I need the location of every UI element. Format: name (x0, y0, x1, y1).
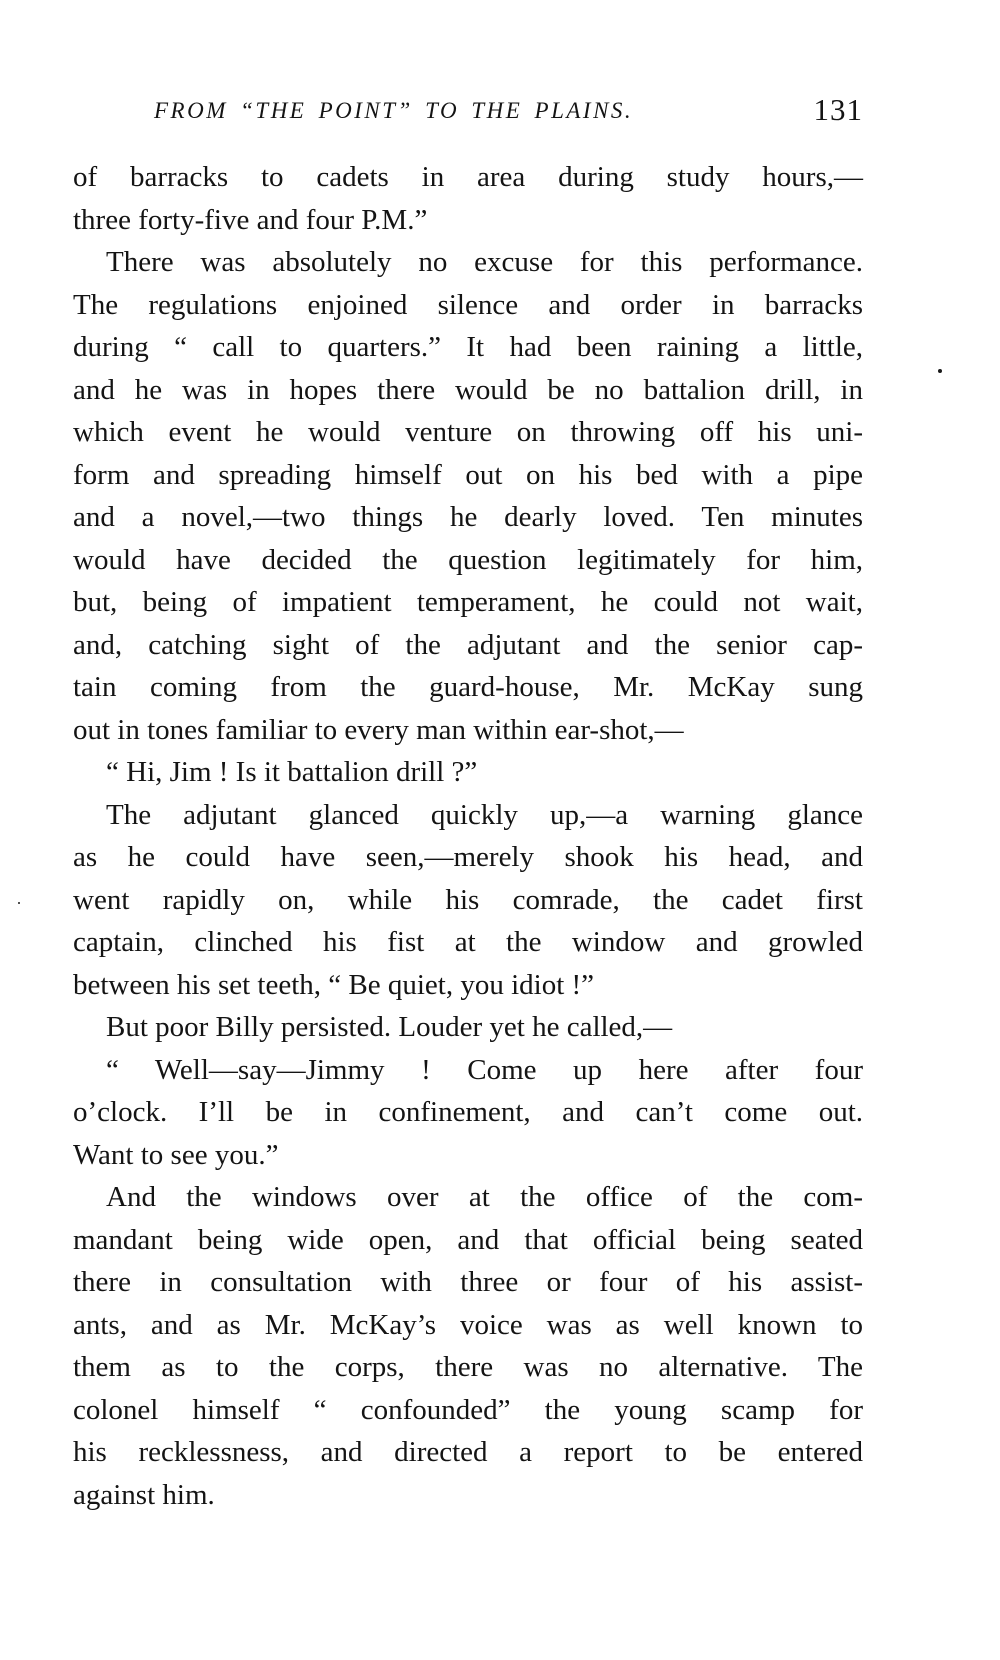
text-line: “ Well—say—Jimmy ! Come up here after four (106, 1053, 863, 1086)
text-line: o’clock. I’ll be in confinement, and can’t come out. (73, 1096, 863, 1128)
text-line: there in consultation with three or four of his assist- (73, 1266, 863, 1298)
running-head (73, 92, 863, 132)
text-line: And the windows over at the office of the com- (106, 1181, 863, 1213)
text-line: which event he would venture on throwing off his uni- (73, 416, 863, 448)
text-line: three forty-five and four P.M.” (73, 203, 428, 236)
text-line: ants, and as Mr. McKay’s voice was as well known to (73, 1308, 863, 1341)
text-line: and he was in hopes there would be no battalion drill, in (73, 373, 863, 406)
text-line: out in tones familiar to every man within ear-shot,— (73, 713, 684, 746)
text-line: as he could have seen,—merely shook his head, and (73, 841, 863, 873)
text-line: “ Hi, Jim ! Is it battalion drill ?” (106, 756, 478, 788)
text-line: But poor Billy persisted. Louder yet he called,— (106, 1011, 673, 1043)
ink-speck (18, 902, 20, 904)
text-line: and, catching sight of the adjutant and the senior cap- (73, 628, 863, 661)
text-line: Want to see you.” (73, 1138, 279, 1171)
text-line: and a novel,—two things he dearly loved. Ten minutes (73, 501, 863, 533)
book-page (73, 0, 863, 1660)
text-line: tain coming from the guard-house, Mr. McKay sung (73, 671, 863, 703)
text-line: between his set teeth, “ Be quiet, you idiot !” (73, 968, 595, 1001)
text-line: There was absolutely no excuse for this performance. (106, 246, 863, 278)
text-line: The regulations enjoined silence and order in barracks (73, 288, 863, 321)
page-number: 131 (813, 92, 863, 127)
ink-speck (938, 369, 942, 373)
text-line: captain, clinched his fist at the window and growled (73, 926, 863, 958)
text-line: his recklessness, and directed a report to be entered (73, 1436, 863, 1468)
text-line: during “ call to quarters.” It had been raining a little, (73, 331, 863, 363)
text-line: form and spreading himself out on his bed with a pipe (73, 458, 863, 491)
text-line: went rapidly on, while his comrade, the cadet first (73, 883, 863, 916)
text-line: mandant being wide open, and that official being seated (73, 1223, 863, 1256)
text-line: of barracks to cadets in area during study hours,— (73, 161, 863, 193)
body-text (73, 156, 863, 1516)
text-line: colonel himself “ confounded” the young scamp for (73, 1393, 863, 1426)
text-line: but, being of impatient temperament, he could not wait, (73, 586, 863, 618)
text-line: them as to the corps, there was no alternative. The (73, 1351, 863, 1383)
text-line: would have decided the question legitimately for him, (73, 543, 863, 576)
text-line: against him. (73, 1478, 215, 1511)
text-line: The adjutant glanced quickly up,—a warning glance (106, 798, 863, 831)
running-title: FROM “THE POINT” TO THE PLAINS. (154, 98, 634, 123)
